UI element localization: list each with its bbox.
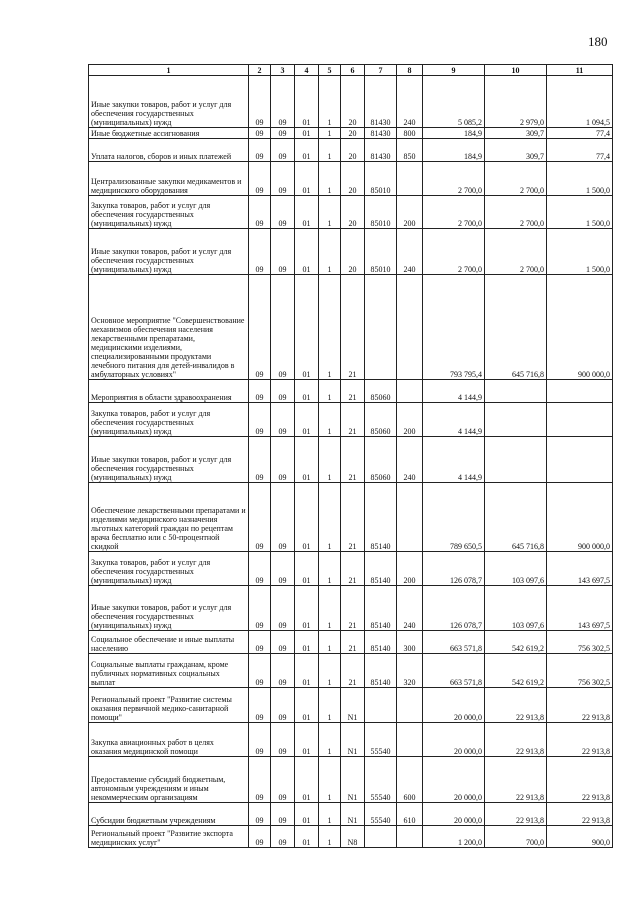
amount-cell-v9: 663 571,8 (423, 631, 485, 654)
row-name-cell: Закупка авиационных работ в целях оказания медицинской помощи (89, 723, 249, 757)
table-row (89, 483, 613, 552)
code-cell-c5: 1 (319, 128, 341, 139)
code-cell-c8: 240 (397, 586, 423, 631)
table-body (89, 76, 613, 848)
amount-cell-v9: 4 144,9 (423, 437, 485, 483)
code-cell-c4: 01 (295, 631, 319, 654)
amount-cell-v9: 4 144,9 (423, 403, 485, 437)
code-cell-c6: 21 (341, 631, 365, 654)
code-cell-c5: 1 (319, 688, 341, 723)
table-row (89, 723, 613, 757)
code-cell-c6: 21 (341, 552, 365, 586)
code-cell-c3: 09 (271, 552, 295, 586)
amount-cell-v11: 143 697,5 (547, 586, 613, 631)
amount-cell-v11: 900,0 (547, 826, 613, 848)
amount-cell-v11: 1 500,0 (547, 196, 613, 229)
code-cell-c3: 09 (271, 76, 295, 128)
code-cell-c5: 1 (319, 275, 341, 380)
row-name-cell: Предоставление субсидий бюджетным, автономным учреждениям и иным некоммерческим организациям (89, 757, 249, 803)
code-cell-c5: 1 (319, 757, 341, 803)
code-cell-c8: 240 (397, 76, 423, 128)
code-cell-c2: 09 (249, 688, 271, 723)
column-header-10: 10 (485, 65, 547, 76)
code-cell-c5: 1 (319, 229, 341, 275)
column-header-6: 6 (341, 65, 365, 76)
code-cell-c6: N1 (341, 723, 365, 757)
code-cell-c4: 01 (295, 162, 319, 196)
code-cell-c7: 81430 (365, 139, 397, 162)
code-cell-c3: 09 (271, 631, 295, 654)
code-cell-c6: 20 (341, 196, 365, 229)
code-cell-c6: N1 (341, 757, 365, 803)
code-cell-c7 (365, 826, 397, 848)
column-header-1: 1 (89, 65, 249, 76)
amount-cell-v11: 22 913,8 (547, 803, 613, 826)
amount-cell-v10: 2 700,0 (485, 229, 547, 275)
code-cell-c7: 55540 (365, 723, 397, 757)
code-cell-c6: 21 (341, 586, 365, 631)
code-cell-c7: 85010 (365, 229, 397, 275)
code-cell-c4: 01 (295, 483, 319, 552)
code-cell-c6: 20 (341, 139, 365, 162)
code-cell-c3: 09 (271, 380, 295, 403)
amount-cell-v11: 756 302,5 (547, 654, 613, 688)
code-cell-c2: 09 (249, 586, 271, 631)
code-cell-c3: 09 (271, 275, 295, 380)
amount-cell-v10: 542 619,2 (485, 654, 547, 688)
code-cell-c2: 09 (249, 757, 271, 803)
code-cell-c8: 240 (397, 229, 423, 275)
amount-cell-v9: 2 700,0 (423, 196, 485, 229)
code-cell-c4: 01 (295, 552, 319, 586)
code-cell-c7: 85010 (365, 162, 397, 196)
column-header-9: 9 (423, 65, 485, 76)
column-header-7: 7 (365, 65, 397, 76)
code-cell-c2: 09 (249, 229, 271, 275)
amount-cell-v9: 184,9 (423, 128, 485, 139)
table-row (89, 654, 613, 688)
row-name-cell: Субсидии бюджетным учреждениям (89, 803, 249, 826)
code-cell-c3: 09 (271, 229, 295, 275)
amount-cell-v10: 542 619,2 (485, 631, 547, 654)
amount-cell-v9: 126 078,7 (423, 552, 485, 586)
row-name-cell: Иные закупки товаров, работ и услуг для обеспечения государственных (муниципальных) нужд (89, 229, 249, 275)
code-cell-c3: 09 (271, 586, 295, 631)
table-header-row (89, 65, 613, 76)
code-cell-c6: 21 (341, 437, 365, 483)
row-name-cell: Иные закупки товаров, работ и услуг для обеспечения государственных (муниципальных) нужд (89, 76, 249, 128)
code-cell-c6: 21 (341, 380, 365, 403)
code-cell-c5: 1 (319, 654, 341, 688)
code-cell-c2: 09 (249, 437, 271, 483)
amount-cell-v10 (485, 437, 547, 483)
code-cell-c5: 1 (319, 139, 341, 162)
amount-cell-v9: 1 200,0 (423, 826, 485, 848)
code-cell-c6: 21 (341, 275, 365, 380)
code-cell-c7: 81430 (365, 76, 397, 128)
column-header-4: 4 (295, 65, 319, 76)
code-cell-c5: 1 (319, 196, 341, 229)
code-cell-c2: 09 (249, 162, 271, 196)
table-row (89, 403, 613, 437)
code-cell-c4: 01 (295, 196, 319, 229)
code-cell-c8 (397, 723, 423, 757)
code-cell-c4: 01 (295, 139, 319, 162)
code-cell-c8 (397, 483, 423, 552)
amount-cell-v9: 5 085,2 (423, 76, 485, 128)
code-cell-c8: 320 (397, 654, 423, 688)
code-cell-c8 (397, 275, 423, 380)
code-cell-c2: 09 (249, 631, 271, 654)
code-cell-c8: 240 (397, 437, 423, 483)
amount-cell-v10: 2 979,0 (485, 76, 547, 128)
code-cell-c2: 09 (249, 803, 271, 826)
row-name-cell: Региональный проект "Развитие экспорта медицинских услуг" (89, 826, 249, 848)
code-cell-c4: 01 (295, 688, 319, 723)
amount-cell-v9: 4 144,9 (423, 380, 485, 403)
code-cell-c4: 01 (295, 128, 319, 139)
code-cell-c8: 850 (397, 139, 423, 162)
code-cell-c6: N1 (341, 803, 365, 826)
code-cell-c3: 09 (271, 757, 295, 803)
code-cell-c3: 09 (271, 437, 295, 483)
column-header-5: 5 (319, 65, 341, 76)
table-row (89, 162, 613, 196)
code-cell-c8: 200 (397, 552, 423, 586)
amount-cell-v11: 756 302,5 (547, 631, 613, 654)
code-cell-c4: 01 (295, 275, 319, 380)
code-cell-c5: 1 (319, 437, 341, 483)
amount-cell-v10: 103 097,6 (485, 552, 547, 586)
code-cell-c3: 09 (271, 826, 295, 848)
code-cell-c7: 85060 (365, 403, 397, 437)
code-cell-c4: 01 (295, 437, 319, 483)
amount-cell-v10: 22 913,8 (485, 803, 547, 826)
row-name-cell: Основное мероприятие "Совершенствование механизмов обеспечения населения лекарственными препаратами, медицинскими изделиями, специализированными продуктами лечебного питания для детей-инвалидов в амбулаторных условиях" (89, 275, 249, 380)
code-cell-c3: 09 (271, 654, 295, 688)
column-header-8: 8 (397, 65, 423, 76)
amount-cell-v9: 184,9 (423, 139, 485, 162)
code-cell-c7: 55540 (365, 803, 397, 826)
code-cell-c5: 1 (319, 380, 341, 403)
amount-cell-v11: 77,4 (547, 128, 613, 139)
code-cell-c7: 85140 (365, 552, 397, 586)
amount-cell-v11: 900 000,0 (547, 483, 613, 552)
amount-cell-v10: 22 913,8 (485, 757, 547, 803)
code-cell-c4: 01 (295, 826, 319, 848)
code-cell-c2: 09 (249, 275, 271, 380)
table-row (89, 128, 613, 139)
amount-cell-v9: 663 571,8 (423, 654, 485, 688)
amount-cell-v10: 309,7 (485, 128, 547, 139)
code-cell-c2: 09 (249, 826, 271, 848)
code-cell-c7: 81430 (365, 128, 397, 139)
code-cell-c6: 20 (341, 229, 365, 275)
amount-cell-v10 (485, 403, 547, 437)
code-cell-c8: 600 (397, 757, 423, 803)
budget-table (88, 64, 613, 848)
amount-cell-v11 (547, 437, 613, 483)
row-name-cell: Уплата налогов, сборов и иных платежей (89, 139, 249, 162)
code-cell-c3: 09 (271, 483, 295, 552)
table-row (89, 631, 613, 654)
table-row (89, 552, 613, 586)
code-cell-c2: 09 (249, 139, 271, 162)
amount-cell-v11: 22 913,8 (547, 688, 613, 723)
code-cell-c3: 09 (271, 723, 295, 757)
amount-cell-v9: 126 078,7 (423, 586, 485, 631)
code-cell-c3: 09 (271, 688, 295, 723)
code-cell-c6: N1 (341, 688, 365, 723)
amount-cell-v11: 1 094,5 (547, 76, 613, 128)
code-cell-c3: 09 (271, 196, 295, 229)
code-cell-c5: 1 (319, 162, 341, 196)
row-name-cell: Иные закупки товаров, работ и услуг для обеспечения государственных (муниципальных) нужд (89, 437, 249, 483)
code-cell-c6: N8 (341, 826, 365, 848)
amount-cell-v11: 1 500,0 (547, 162, 613, 196)
code-cell-c4: 01 (295, 803, 319, 826)
code-cell-c2: 09 (249, 483, 271, 552)
amount-cell-v11: 22 913,8 (547, 723, 613, 757)
code-cell-c4: 01 (295, 380, 319, 403)
code-cell-c5: 1 (319, 403, 341, 437)
amount-cell-v9: 20 000,0 (423, 757, 485, 803)
table-row (89, 803, 613, 826)
amount-cell-v10: 645 716,8 (485, 483, 547, 552)
code-cell-c2: 09 (249, 196, 271, 229)
row-name-cell: Мероприятия в области здравоохранения (89, 380, 249, 403)
code-cell-c6: 21 (341, 403, 365, 437)
amount-cell-v10: 309,7 (485, 139, 547, 162)
page-number: 180 (588, 34, 608, 49)
code-cell-c8 (397, 162, 423, 196)
code-cell-c4: 01 (295, 723, 319, 757)
amount-cell-v9: 2 700,0 (423, 162, 485, 196)
code-cell-c2: 09 (249, 552, 271, 586)
code-cell-c6: 21 (341, 654, 365, 688)
amount-cell-v10: 700,0 (485, 826, 547, 848)
code-cell-c3: 09 (271, 139, 295, 162)
amount-cell-v11: 22 913,8 (547, 757, 613, 803)
code-cell-c4: 01 (295, 757, 319, 803)
amount-cell-v9: 20 000,0 (423, 723, 485, 757)
code-cell-c7: 85140 (365, 483, 397, 552)
amount-cell-v11: 900 000,0 (547, 275, 613, 380)
code-cell-c7: 85060 (365, 437, 397, 483)
table-row (89, 380, 613, 403)
table-row (89, 586, 613, 631)
table-row (89, 196, 613, 229)
code-cell-c2: 09 (249, 654, 271, 688)
table-row (89, 437, 613, 483)
code-cell-c5: 1 (319, 483, 341, 552)
code-cell-c7: 55540 (365, 757, 397, 803)
code-cell-c7: 85010 (365, 196, 397, 229)
code-cell-c2: 09 (249, 403, 271, 437)
code-cell-c2: 09 (249, 723, 271, 757)
amount-cell-v9: 2 700,0 (423, 229, 485, 275)
code-cell-c8 (397, 826, 423, 848)
code-cell-c5: 1 (319, 552, 341, 586)
code-cell-c2: 09 (249, 128, 271, 139)
code-cell-c2: 09 (249, 380, 271, 403)
code-cell-c4: 01 (295, 403, 319, 437)
code-cell-c4: 01 (295, 229, 319, 275)
code-cell-c7: 85140 (365, 586, 397, 631)
code-cell-c8: 800 (397, 128, 423, 139)
table-row (89, 76, 613, 128)
code-cell-c5: 1 (319, 826, 341, 848)
amount-cell-v10: 22 913,8 (485, 723, 547, 757)
code-cell-c7: 85060 (365, 380, 397, 403)
row-name-cell: Обеспечение лекарственными препаратами и изделиями медицинского назначения льготных категорий граждан по рецептам врача бесплатно или с 50-процентной скидкой (89, 483, 249, 552)
table-row (89, 229, 613, 275)
code-cell-c6: 20 (341, 162, 365, 196)
column-header-11: 11 (547, 65, 613, 76)
row-name-cell: Региональный проект "Развитие системы оказания первичной медико-санитарной помощи" (89, 688, 249, 723)
table-row (89, 688, 613, 723)
code-cell-c8: 200 (397, 403, 423, 437)
amount-cell-v9: 20 000,0 (423, 688, 485, 723)
code-cell-c4: 01 (295, 654, 319, 688)
amount-cell-v10: 645 716,8 (485, 275, 547, 380)
amount-cell-v11: 143 697,5 (547, 552, 613, 586)
table-row (89, 139, 613, 162)
row-name-cell: Иные бюджетные ассигнования (89, 128, 249, 139)
code-cell-c6: 20 (341, 76, 365, 128)
amount-cell-v9: 793 795,4 (423, 275, 485, 380)
code-cell-c7: 85140 (365, 654, 397, 688)
code-cell-c5: 1 (319, 586, 341, 631)
amount-cell-v9: 20 000,0 (423, 803, 485, 826)
row-name-cell: Закупка товаров, работ и услуг для обеспечения государственных (муниципальных) нужд (89, 552, 249, 586)
code-cell-c3: 09 (271, 128, 295, 139)
table-row (89, 275, 613, 380)
code-cell-c8: 300 (397, 631, 423, 654)
code-cell-c7 (365, 688, 397, 723)
amount-cell-v10 (485, 380, 547, 403)
code-cell-c8: 610 (397, 803, 423, 826)
amount-cell-v11 (547, 380, 613, 403)
amount-cell-v9: 789 650,5 (423, 483, 485, 552)
row-name-cell: Закупка товаров, работ и услуг для обеспечения государственных (муниципальных) нужд (89, 196, 249, 229)
code-cell-c5: 1 (319, 803, 341, 826)
code-cell-c4: 01 (295, 76, 319, 128)
code-cell-c2: 09 (249, 76, 271, 128)
code-cell-c6: 21 (341, 483, 365, 552)
amount-cell-v11: 77,4 (547, 139, 613, 162)
amount-cell-v10: 103 097,6 (485, 586, 547, 631)
row-name-cell: Централизованные закупки медикаментов и медицинского оборудования (89, 162, 249, 196)
code-cell-c4: 01 (295, 586, 319, 631)
code-cell-c7: 85140 (365, 631, 397, 654)
code-cell-c5: 1 (319, 723, 341, 757)
row-name-cell: Социальное обеспечение и иные выплаты населению (89, 631, 249, 654)
amount-cell-v11 (547, 403, 613, 437)
row-name-cell: Иные закупки товаров, работ и услуг для обеспечения государственных (муниципальных) нужд (89, 586, 249, 631)
code-cell-c5: 1 (319, 631, 341, 654)
column-header-2: 2 (249, 65, 271, 76)
code-cell-c5: 1 (319, 76, 341, 128)
amount-cell-v11: 1 500,0 (547, 229, 613, 275)
amount-cell-v10: 2 700,0 (485, 162, 547, 196)
code-cell-c7 (365, 275, 397, 380)
amount-cell-v10: 2 700,0 (485, 196, 547, 229)
amount-cell-v10: 22 913,8 (485, 688, 547, 723)
table-row (89, 826, 613, 848)
column-header-3: 3 (271, 65, 295, 76)
code-cell-c8 (397, 380, 423, 403)
code-cell-c6: 20 (341, 128, 365, 139)
code-cell-c3: 09 (271, 403, 295, 437)
code-cell-c8 (397, 688, 423, 723)
table-row (89, 757, 613, 803)
code-cell-c3: 09 (271, 162, 295, 196)
code-cell-c3: 09 (271, 803, 295, 826)
row-name-cell: Закупка товаров, работ и услуг для обеспечения государственных (муниципальных) нужд (89, 403, 249, 437)
row-name-cell: Социальные выплаты гражданам, кроме публичных нормативных социальных выплат (89, 654, 249, 688)
code-cell-c8: 200 (397, 196, 423, 229)
